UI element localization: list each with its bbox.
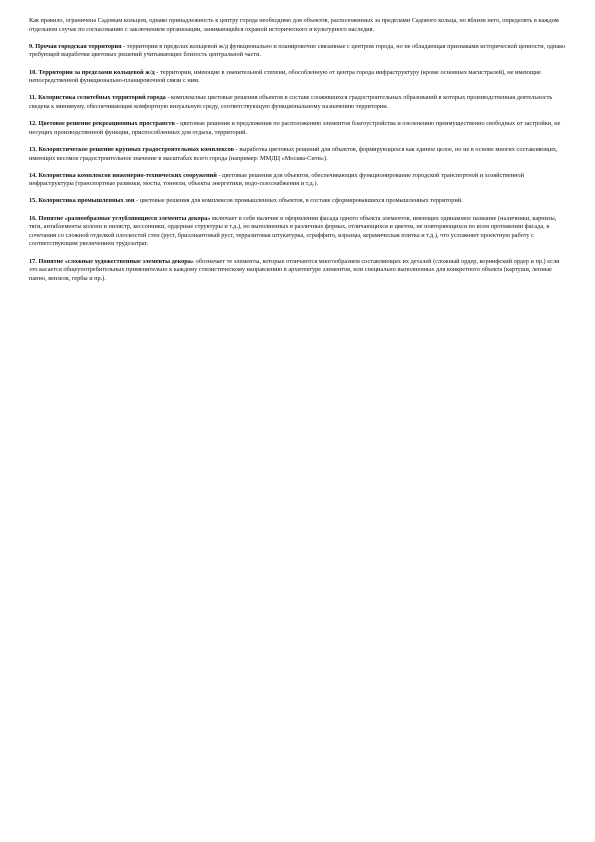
paragraph-text: - выработка цветовых решений для объектов, формирующихся как единое целое, но не в основе многих составляющих, имеющих весомое градостроительное значение в масштабах всего города (например: ММДЦ «Москва-Сити»). bbox=[29, 145, 558, 162]
paragraph-term: 13. Колористическое решение крупных градостроительных комплексов bbox=[29, 145, 235, 153]
paragraph-text: - территории, имеющие в значительной степени, обособленную от центра города инфраструктуру (кроме основных магистралей), не имеющие непосредственной функционально-планировочной связи с ним. bbox=[29, 68, 541, 85]
paragraph-9-other-urban-territory bbox=[29, 43, 566, 60]
document-body bbox=[29, 17, 566, 292]
paragraph-text: обозначает те элементы, которые отличаются многообразием составляющих их деталей (сложный ордер, коринфский ордер и пр.) если это касается общеупотребительных применительно к каждому стилистическому направлению в архитектуре элементов, или специально выполненных для конкретного объекта (картуши, лепные панно, вензеля, гербы и пр.). bbox=[29, 257, 560, 282]
paragraph-term: 11. Колористика селитебных территорий города bbox=[29, 94, 166, 102]
paragraph-text: - территории в пределах кольцевой ж/д функционально и планировочно связанные с центром города, но не обладающая признаками исторической ценности, однако требующей выработки цветовых решений учитывающих близость центральной части. bbox=[29, 42, 566, 59]
paragraph-10-outer-territories bbox=[29, 69, 566, 86]
paragraph-term: 14. Колористика комплексов инженерно-технических сооружений bbox=[29, 171, 217, 179]
paragraph-12-recreational-spaces bbox=[29, 120, 566, 137]
paragraph-text: - цветовые решения и предложения по расположению элементов благоустройства и озеленению преимущественно свободных от застройки, не несущих производственной функции, приспособленных для отдыха, территорий. bbox=[29, 120, 561, 136]
paragraph-term: 16. Понятие «разнообразные углубляющиеся элементы декора» bbox=[29, 214, 211, 222]
paragraph-city-center-boundary bbox=[29, 17, 566, 34]
paragraph-term: 12. Цветовое решение рекреационных пространств bbox=[29, 120, 175, 128]
paragraph-text: - цветовые решения для объектов, обеспечивающих функционирование городской транспортной и хозяйственной инфраструктуры (транспортные развязки, мосты, тоннели, объекты энергетики, водо-газоснабжения и т.д.). bbox=[29, 171, 525, 188]
paragraph-term: 9. Прочая городская территория bbox=[29, 42, 122, 50]
paragraph-text: - цветовые решения для комплексов промышленных объектов, в составе сформировавшихся промышленных территорий. bbox=[134, 197, 463, 205]
paragraph-17-complex-decor bbox=[29, 258, 566, 284]
paragraph-11-residential-coloristics bbox=[29, 94, 566, 111]
paragraph-text: включает в себя наличие в оформлении фасада одного объекта элементов, имеющих одинаковое название (наличники, карнизы, тяги, антаблементы колонн и пилястр, кессонники, ордерные структуры и т.д.), но выполненных в различных формах, отличающихся и цветом, не повторяющихся по всем протяжении фасада, в сочетании со сложной отделкой плоскостей стен (руст, бриллиантовый руст, терразитовая штукатурка, сграффито, изразцы, керамическая плитка и т.д.), что усложняет проектную работу с соответствующим увеличением трудозатрат. bbox=[29, 214, 557, 248]
paragraph-14-engineering-structures bbox=[29, 172, 566, 189]
paragraph-term: 17. Понятие «сложные художественные элементы декора» bbox=[29, 257, 195, 265]
paragraph-text: - комплексные цветовые решения объектов в составе сложившихся градостроительных образований в которых производственная деятельность сведена к минимуму, обеспечивающие комфортную визуальную среду, соответствующую функциональному назначению территории. bbox=[29, 94, 553, 110]
paragraph-text: Как правило, ограничена Садовым кольцом, однако принадлежность к центру города необходимо для объектов, расположенных за пределами Садового кольца, но вблизи него, определять в каждом отдельном случае по согласованию с заключением организации, занимающейся охраной исторического и культурного наследия. bbox=[29, 17, 559, 33]
paragraph-term: 10. Территории за пределами кольцевой ж/д bbox=[29, 68, 155, 76]
paragraph-term: 15. Колористика промышленных зон bbox=[29, 197, 135, 205]
paragraph-13-large-complexes bbox=[29, 146, 566, 163]
paragraph-15-industrial-zones bbox=[29, 197, 566, 206]
paragraph-16-decor-elements bbox=[29, 215, 566, 249]
